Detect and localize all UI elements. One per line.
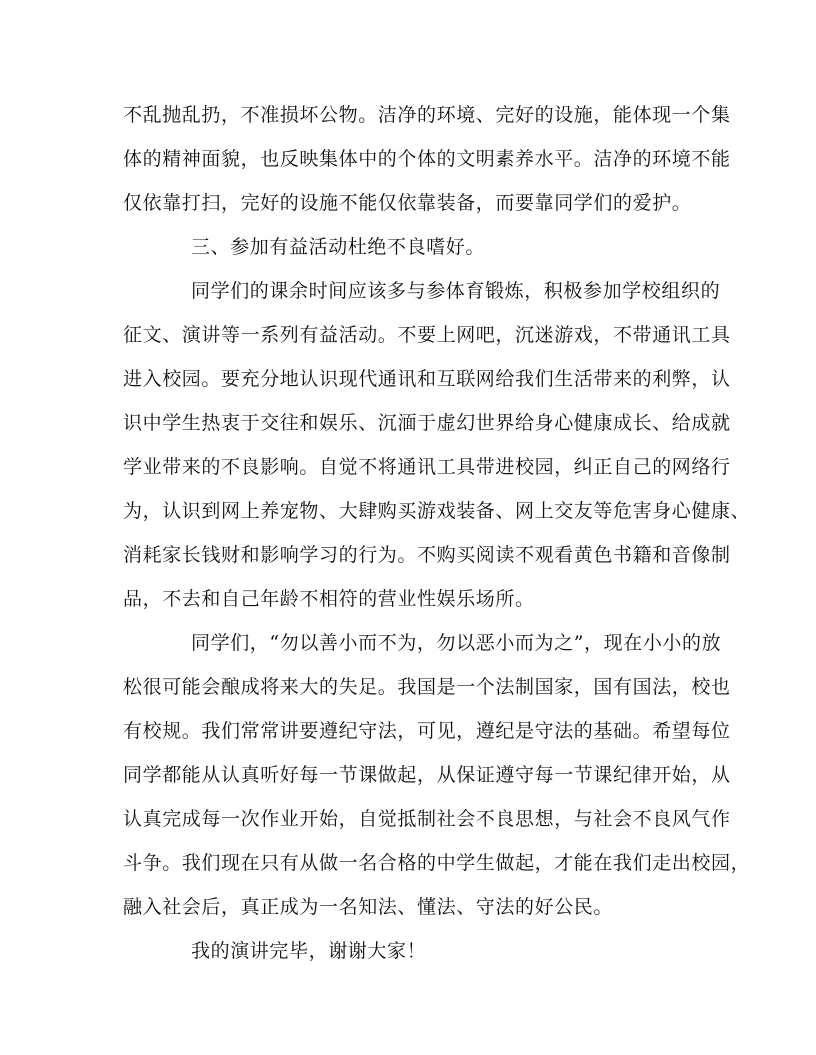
text-line: 融入社会后，真正成为一名知法、懂法、守法的好公民。 <box>123 896 614 918</box>
text-line: 认真完成每一次作业开始，自觉抵制社会不良思想，与社会不良风气作 <box>123 808 731 830</box>
text-line: 进入校园。要充分地认识现代通讯和互联网给我们生活带来的利弊，认 <box>123 368 731 390</box>
text-line: 学业带来的不良影响。自觉不将通讯工具带进校园，纠正自己的网络行 <box>123 456 731 478</box>
text-line: 有校规。我们常常讲要遵纪守法，可见，遵纪是守法的基础。希望每位 <box>123 720 731 742</box>
text-line: 消耗家长钱财和影响学习的行为。不购买阅读不观看黄色书籍和音像制 <box>123 544 731 566</box>
text-line: 体的精神面貌，也反映集体中的个体的文明素养水平。洁净的环境不能 <box>123 148 731 170</box>
text-line: 松很可能会酿成将来大的失足。我国是一个法制国家，国有国法，校也 <box>123 676 731 698</box>
text-line: 征文、演讲等一系列有益活动。不要上网吧，沉迷游戏，不带通讯工具 <box>123 324 731 346</box>
text-line: 为，认识到网上养宠物、大肆购买游戏装备、网上交友等危害身心健康、 <box>123 500 751 522</box>
text-line: 仅依靠打扫，完好的设施不能仅依靠装备，而要靠同学们的爱护。 <box>123 192 692 214</box>
section-heading: 三、参加有益活动杜绝不良嗜好。 <box>191 236 486 258</box>
text-line: 品，不去和自己年龄不相符的营业性娱乐场所。 <box>123 588 535 610</box>
text-line: 同学们，“勿以善小而不为，勿以恶小而为之”，现在小小的放 <box>191 632 722 654</box>
text-line: 斗争。我们现在只有从做一名合格的中学生做起，才能在我们走出校园， <box>123 852 751 874</box>
text-line: 同学们的课余时间应该多与参体育锻炼，积极参加学校组织的 <box>191 280 721 302</box>
text-line: 同学都能从认真听好每一节课做起，从保证遵守每一节课纪律开始，从 <box>123 764 731 786</box>
text-line: 不乱抛乱扔，不准损坏公物。洁净的环境、完好的设施，能体现一个集 <box>123 104 731 126</box>
text-line: 识中学生热衷于交往和娱乐、沉湎于虚幻世界给身心健康成长、给成就 <box>123 412 731 434</box>
closing-line: 我的演讲完毕，谢谢大家！ <box>191 940 427 962</box>
